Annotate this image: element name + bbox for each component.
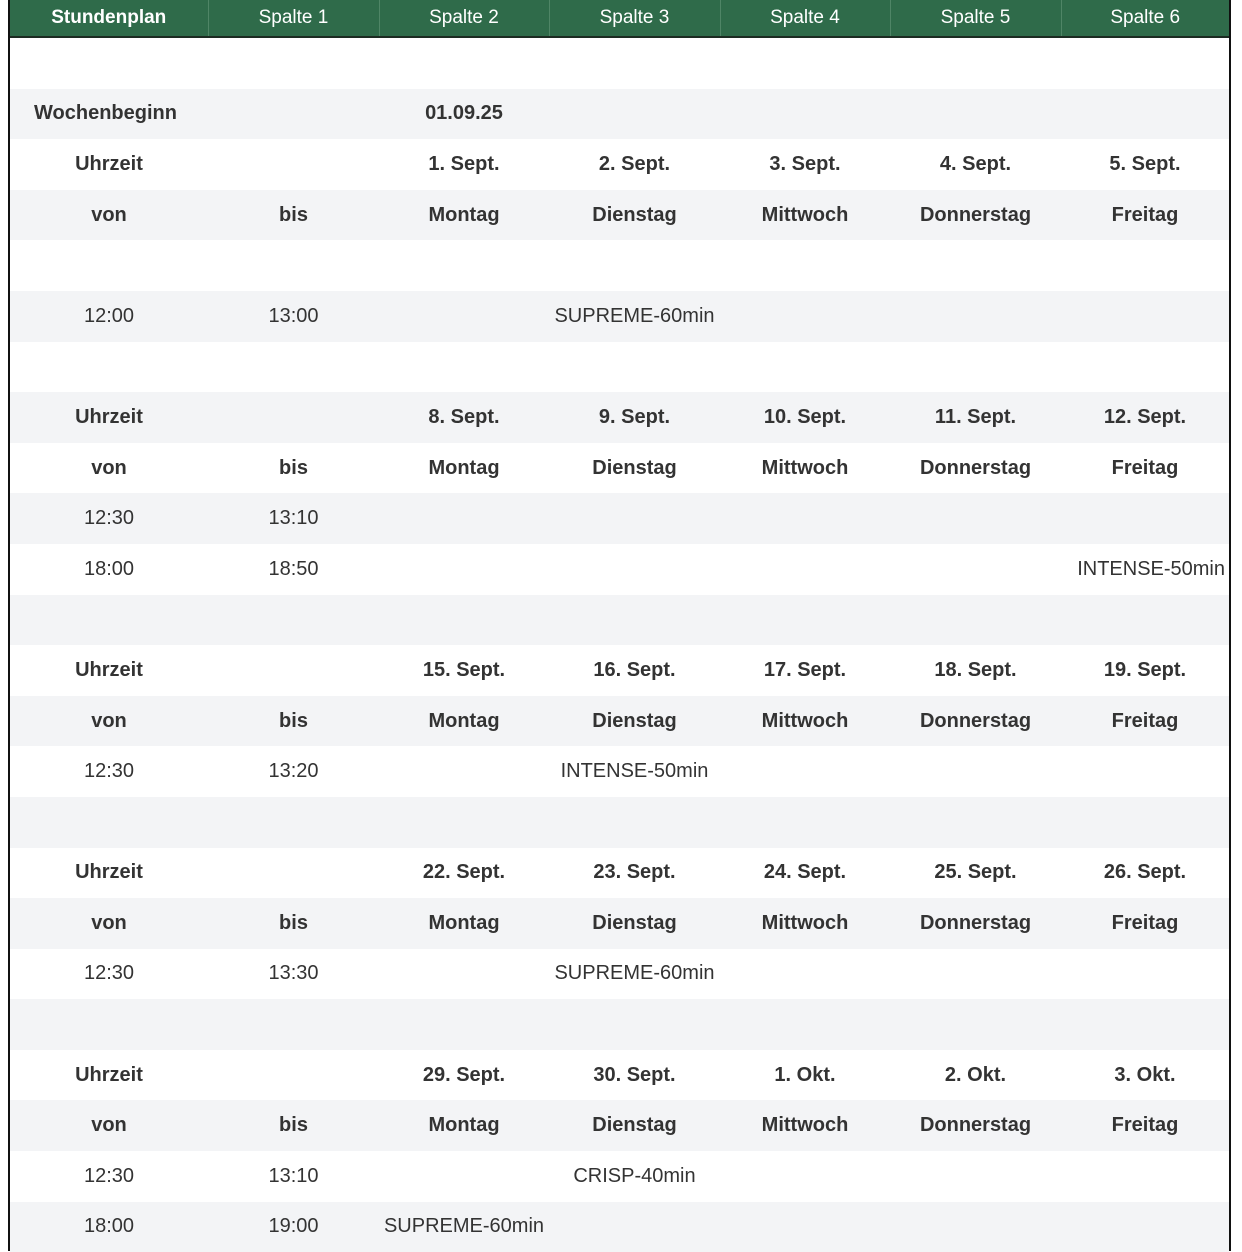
table-cell[interactable]: 18:50 <box>208 544 379 595</box>
header-row <box>10 0 1229 37</box>
table-cell[interactable] <box>379 240 549 291</box>
table-cell[interactable] <box>1061 37 1229 89</box>
table-cell[interactable]: 2. Sept. <box>549 139 720 190</box>
column-header-spalte-3[interactable]: Spalte 3 <box>549 0 720 37</box>
table-cell[interactable] <box>720 89 890 140</box>
table-cell[interactable] <box>1061 342 1229 393</box>
table-cell[interactable] <box>890 89 1061 140</box>
table-cell[interactable]: SUPREME-60min <box>549 291 720 342</box>
table-cell[interactable]: 13:10 <box>208 1151 379 1202</box>
table-cell[interactable]: bis <box>208 443 379 494</box>
timetable <box>10 0 1229 1252</box>
table-cell[interactable]: bis <box>208 1100 379 1151</box>
table-cell[interactable]: Dienstag <box>549 1100 720 1151</box>
table-cell[interactable]: von <box>10 696 208 747</box>
table-cell[interactable]: 4. Sept. <box>890 139 1061 190</box>
timetable-body <box>10 37 1229 1252</box>
table-row <box>10 493 1229 544</box>
table-cell[interactable] <box>720 746 890 797</box>
column-header-spalte-1[interactable]: Spalte 1 <box>208 0 379 37</box>
table-cell[interactable] <box>890 595 1061 646</box>
table-cell[interactable] <box>1061 999 1229 1050</box>
table-cell[interactable]: 12:30 <box>10 1151 208 1202</box>
table-cell[interactable]: 26. Sept. <box>1061 848 1229 899</box>
table-cell[interactable] <box>379 342 549 393</box>
table-cell[interactable] <box>1061 746 1229 797</box>
table-cell[interactable] <box>890 1151 1061 1202</box>
table-cell[interactable]: Mittwoch <box>720 190 890 241</box>
column-header-spalte-2[interactable]: Spalte 2 <box>379 0 549 37</box>
table-row <box>10 595 1229 646</box>
table-cell[interactable] <box>720 797 890 848</box>
table-cell[interactable]: von <box>10 190 208 241</box>
table-cell[interactable] <box>720 999 890 1050</box>
table-cell[interactable]: SUPREME-60min <box>379 1202 549 1252</box>
table-cell[interactable]: Dienstag <box>549 696 720 747</box>
table-cell[interactable]: Freitag <box>1061 898 1229 949</box>
table-cell[interactable]: 01.09.25 <box>379 89 549 140</box>
table-cell[interactable] <box>379 999 549 1050</box>
table-cell[interactable] <box>890 37 1061 89</box>
table-cell[interactable] <box>549 240 720 291</box>
table-cell[interactable]: Montag <box>379 1100 549 1151</box>
table-cell[interactable] <box>549 1202 720 1252</box>
table-cell[interactable] <box>379 493 549 544</box>
table-cell[interactable]: 22. Sept. <box>379 848 549 899</box>
table-row <box>10 37 1229 89</box>
table-cell[interactable] <box>720 595 890 646</box>
table-cell[interactable]: Montag <box>379 190 549 241</box>
table-cell[interactable]: 9. Sept. <box>549 392 720 443</box>
table-row <box>10 696 1229 747</box>
table-cell[interactable]: 18. Sept. <box>890 645 1061 696</box>
table-cell[interactable] <box>720 37 890 89</box>
table-cell[interactable]: Dienstag <box>549 190 720 241</box>
table-cell[interactable]: Freitag <box>1061 443 1229 494</box>
table-cell[interactable]: 3. Okt. <box>1061 1050 1229 1101</box>
table-row <box>10 544 1229 595</box>
table-row <box>10 797 1229 848</box>
table-cell[interactable] <box>10 797 208 848</box>
table-cell[interactable] <box>379 291 549 342</box>
table-cell[interactable] <box>208 645 379 696</box>
table-cell[interactable]: Montag <box>379 898 549 949</box>
table-cell[interactable] <box>549 37 720 89</box>
table-cell[interactable] <box>1061 89 1229 140</box>
table-row <box>10 291 1229 342</box>
table-cell[interactable]: von <box>10 898 208 949</box>
table-cell[interactable]: 30. Sept. <box>549 1050 720 1101</box>
table-cell[interactable]: 12:00 <box>10 291 208 342</box>
table-row <box>10 1202 1229 1252</box>
table-row <box>10 139 1229 190</box>
table-cell[interactable]: 12:30 <box>10 493 208 544</box>
table-cell[interactable]: bis <box>208 190 379 241</box>
table-cell[interactable]: Freitag <box>1061 696 1229 747</box>
table-cell[interactable]: Uhrzeit <box>10 848 208 899</box>
table-cell[interactable]: von <box>10 1100 208 1151</box>
table-cell[interactable]: 24. Sept. <box>720 848 890 899</box>
table-cell[interactable] <box>379 37 549 89</box>
table-cell[interactable]: Mittwoch <box>720 1100 890 1151</box>
table-cell[interactable] <box>1061 291 1229 342</box>
table-cell[interactable]: Wochenbeginn <box>10 89 208 140</box>
table-row <box>10 240 1229 291</box>
table-cell[interactable] <box>549 999 720 1050</box>
table-cell[interactable] <box>208 797 379 848</box>
table-cell[interactable] <box>1061 493 1229 544</box>
table-row <box>10 1100 1229 1151</box>
table-cell[interactable] <box>379 544 549 595</box>
timetable-sheet <box>8 0 1231 1251</box>
table-cell[interactable]: Donnerstag <box>890 443 1061 494</box>
table-cell[interactable]: Donnerstag <box>890 898 1061 949</box>
table-cell[interactable]: 8. Sept. <box>379 392 549 443</box>
table-cell[interactable] <box>208 999 379 1050</box>
table-row <box>10 999 1229 1050</box>
table-cell[interactable] <box>10 595 208 646</box>
table-cell[interactable] <box>208 1050 379 1101</box>
table-cell[interactable] <box>890 746 1061 797</box>
column-header-spalte-6[interactable]: Spalte 6 <box>1061 0 1229 37</box>
table-cell[interactable]: Uhrzeit <box>10 1050 208 1101</box>
table-cell[interactable]: Mittwoch <box>720 898 890 949</box>
table-cell[interactable]: Mittwoch <box>720 696 890 747</box>
table-cell[interactable]: INTENSE-50min <box>549 746 720 797</box>
table-row <box>10 645 1229 696</box>
table-row <box>10 392 1229 443</box>
table-cell[interactable] <box>720 342 890 393</box>
table-cell[interactable] <box>1061 595 1229 646</box>
table-cell[interactable]: SUPREME-60min <box>549 949 720 1000</box>
table-cell[interactable]: 13:10 <box>208 493 379 544</box>
table-cell[interactable]: bis <box>208 696 379 747</box>
table-cell[interactable]: Montag <box>379 443 549 494</box>
table-row <box>10 342 1229 393</box>
table-cell[interactable]: Donnerstag <box>890 696 1061 747</box>
table-cell[interactable]: 3. Sept. <box>720 139 890 190</box>
table-cell[interactable]: 11. Sept. <box>890 392 1061 443</box>
table-cell[interactable] <box>1061 240 1229 291</box>
table-cell[interactable]: von <box>10 443 208 494</box>
table-cell[interactable] <box>208 342 379 393</box>
table-cell[interactable]: Dienstag <box>549 443 720 494</box>
table-cell[interactable] <box>890 949 1061 1000</box>
table-row <box>10 190 1229 241</box>
table-row <box>10 746 1229 797</box>
table-cell[interactable]: 18:00 <box>10 1202 208 1252</box>
table-cell[interactable] <box>720 240 890 291</box>
table-cell[interactable] <box>208 37 379 89</box>
table-cell[interactable]: CRISP-40min <box>549 1151 720 1202</box>
table-cell[interactable] <box>1061 949 1229 1000</box>
table-cell[interactable] <box>379 1151 549 1202</box>
table-cell[interactable] <box>1061 797 1229 848</box>
table-cell[interactable]: Uhrzeit <box>10 139 208 190</box>
table-cell[interactable] <box>890 797 1061 848</box>
column-header-spalte-4[interactable]: Spalte 4 <box>720 0 890 37</box>
table-cell[interactable]: 1. Sept. <box>379 139 549 190</box>
column-header-stundenplan[interactable]: Stundenplan <box>10 0 208 37</box>
table-cell[interactable]: 5. Sept. <box>1061 139 1229 190</box>
table-cell[interactable]: 13:00 <box>208 291 379 342</box>
table-cell[interactable]: 16. Sept. <box>549 645 720 696</box>
table-cell[interactable] <box>890 342 1061 393</box>
table-cell[interactable] <box>10 37 208 89</box>
table-cell[interactable]: Freitag <box>1061 1100 1229 1151</box>
table-cell[interactable]: 2. Okt. <box>890 1050 1061 1101</box>
table-cell[interactable] <box>890 291 1061 342</box>
table-cell[interactable]: 1. Okt. <box>720 1050 890 1101</box>
table-cell[interactable] <box>549 797 720 848</box>
table-row <box>10 443 1229 494</box>
table-cell[interactable] <box>379 595 549 646</box>
table-cell[interactable] <box>10 342 208 393</box>
table-cell[interactable]: 13:30 <box>208 949 379 1000</box>
table-cell[interactable]: Dienstag <box>549 898 720 949</box>
table-cell[interactable]: Donnerstag <box>890 1100 1061 1151</box>
table-row <box>10 1151 1229 1202</box>
table-row <box>10 89 1229 140</box>
table-cell[interactable]: 12:30 <box>10 746 208 797</box>
table-cell[interactable] <box>720 1151 890 1202</box>
table-cell[interactable] <box>549 595 720 646</box>
table-cell[interactable]: Montag <box>379 696 549 747</box>
table-cell[interactable]: Uhrzeit <box>10 392 208 443</box>
table-cell[interactable] <box>549 493 720 544</box>
table-cell[interactable] <box>890 999 1061 1050</box>
table-cell[interactable] <box>1061 1202 1229 1252</box>
table-cell[interactable]: 23. Sept. <box>549 848 720 899</box>
table-cell[interactable] <box>208 89 379 140</box>
table-cell[interactable] <box>1061 1151 1229 1202</box>
table-cell[interactable] <box>549 89 720 140</box>
table-cell[interactable] <box>549 342 720 393</box>
column-header-spalte-5[interactable]: Spalte 5 <box>890 0 1061 37</box>
table-cell[interactable] <box>208 240 379 291</box>
table-cell[interactable]: Freitag <box>1061 190 1229 241</box>
table-cell[interactable]: 12:30 <box>10 949 208 1000</box>
table-cell[interactable] <box>208 848 379 899</box>
table-cell[interactable] <box>720 1202 890 1252</box>
table-cell[interactable] <box>549 544 720 595</box>
table-row <box>10 1050 1229 1101</box>
table-cell[interactable] <box>720 949 890 1000</box>
table-cell[interactable] <box>379 797 549 848</box>
table-cell[interactable]: 18:00 <box>10 544 208 595</box>
table-cell[interactable]: bis <box>208 898 379 949</box>
table-row <box>10 848 1229 899</box>
table-cell[interactable]: 13:20 <box>208 746 379 797</box>
table-cell[interactable]: 29. Sept. <box>379 1050 549 1101</box>
table-cell[interactable] <box>890 544 1061 595</box>
table-cell[interactable]: 15. Sept. <box>379 645 549 696</box>
table-cell[interactable] <box>720 291 890 342</box>
table-row <box>10 949 1229 1000</box>
table-cell[interactable]: Donnerstag <box>890 190 1061 241</box>
table-cell[interactable] <box>379 949 549 1000</box>
table-cell[interactable]: 10. Sept. <box>720 392 890 443</box>
table-cell[interactable]: Uhrzeit <box>10 645 208 696</box>
table-cell[interactable] <box>890 240 1061 291</box>
table-cell[interactable] <box>379 746 549 797</box>
table-cell[interactable]: 12. Sept. <box>1061 392 1229 443</box>
table-cell[interactable]: 19. Sept. <box>1061 645 1229 696</box>
table-cell[interactable] <box>10 240 208 291</box>
table-cell[interactable]: 25. Sept. <box>890 848 1061 899</box>
table-cell[interactable]: 19:00 <box>208 1202 379 1252</box>
table-cell[interactable]: 17. Sept. <box>720 645 890 696</box>
table-cell[interactable]: Mittwoch <box>720 443 890 494</box>
table-cell[interactable] <box>208 139 379 190</box>
table-cell[interactable]: INTENSE-50min <box>1061 544 1229 595</box>
table-cell[interactable] <box>10 999 208 1050</box>
table-row <box>10 898 1229 949</box>
table-cell[interactable] <box>720 544 890 595</box>
table-cell[interactable] <box>890 1202 1061 1252</box>
table-cell[interactable] <box>890 493 1061 544</box>
table-cell[interactable] <box>720 493 890 544</box>
table-cell[interactable] <box>208 595 379 646</box>
table-cell[interactable] <box>208 392 379 443</box>
